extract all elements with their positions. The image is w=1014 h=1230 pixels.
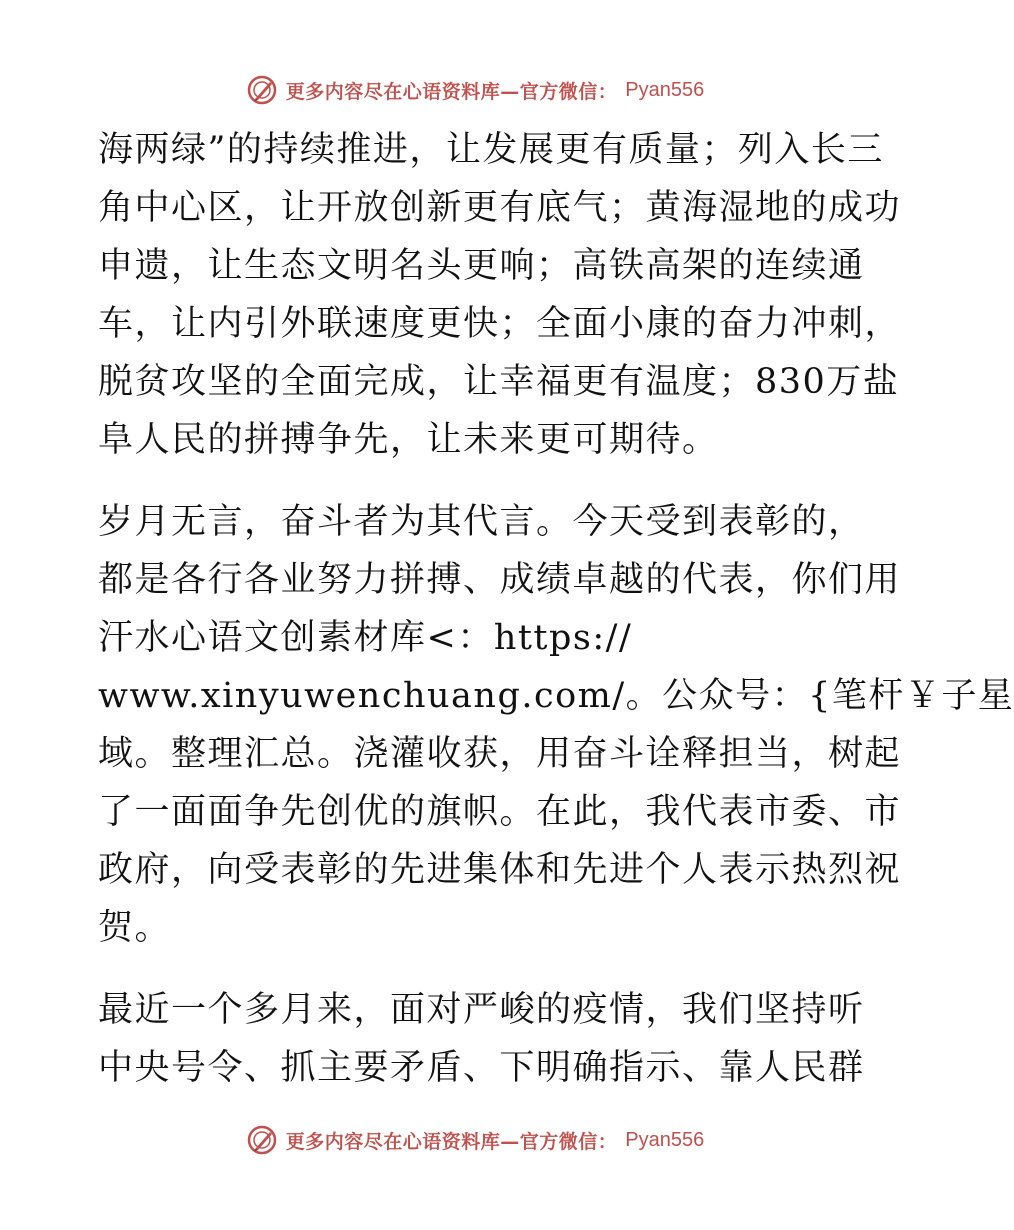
watermark-wechat-id: Pyan556	[625, 78, 705, 101]
watermark-wechat-id: Pyan556	[625, 1128, 705, 1151]
text-line: 了一面面争先创优的旗帜。在此，我代表市委、市	[98, 792, 902, 832]
text-line: 汗水心语文创素材库<：https://	[98, 618, 633, 658]
text-line: 海两绿”的持续推进，让发展更有质量；列入长三	[98, 130, 884, 170]
document-body	[98, 121, 1014, 1097]
text-line: www.xinyuwenchuang.com/。公众号：{笔杆￥子星	[98, 676, 1014, 716]
text-line: 都是各行各业努力拼搏、成绩卓越的代表，你们用	[98, 560, 902, 600]
text-line: 阜人民的拼搏争先，让未来更可期待。	[98, 420, 719, 460]
text-line: 岁月无言，奋斗者为其代言。今天受到表彰的，	[98, 502, 865, 542]
text-line: 中央号令、抓主要矛盾、下明确指示、靠人民群	[98, 1048, 865, 1088]
text-line: 域。整理汇总。浇灌收获，用奋斗诠释担当，树起	[98, 734, 902, 774]
paragraph	[98, 121, 902, 469]
pen-logo-icon	[246, 1124, 278, 1156]
text-line: 申遗，让生态文明名头更响；高铁高架的连续通	[98, 246, 865, 286]
text-line: 角中心区，让开放创新更有底气；黄海湿地的成功	[98, 188, 902, 228]
text-line: 贺。	[98, 908, 172, 948]
text-line: 脱贫攻坚的全面完成，让幸福更有温度；830万盐	[98, 362, 900, 402]
paragraph	[98, 981, 865, 1097]
pen-logo-icon	[246, 74, 278, 106]
watermark-text: 更多内容尽在心语资料库—官方微信：	[285, 80, 618, 103]
watermark-text: 更多内容尽在心语资料库—官方微信：	[285, 1130, 618, 1153]
text-line: 最近一个多月来，面对严峻的疫情，我们坚持听	[98, 990, 865, 1030]
paragraph	[98, 493, 1014, 957]
header-watermark	[0, 70, 950, 110]
footer-watermark	[0, 1120, 950, 1160]
text-line: 车，让内引外联速度更快；全面小康的奋力冲刺，	[98, 304, 902, 344]
text-line: 政府，向受表彰的先进集体和先进个人表示热烈祝	[98, 850, 902, 890]
